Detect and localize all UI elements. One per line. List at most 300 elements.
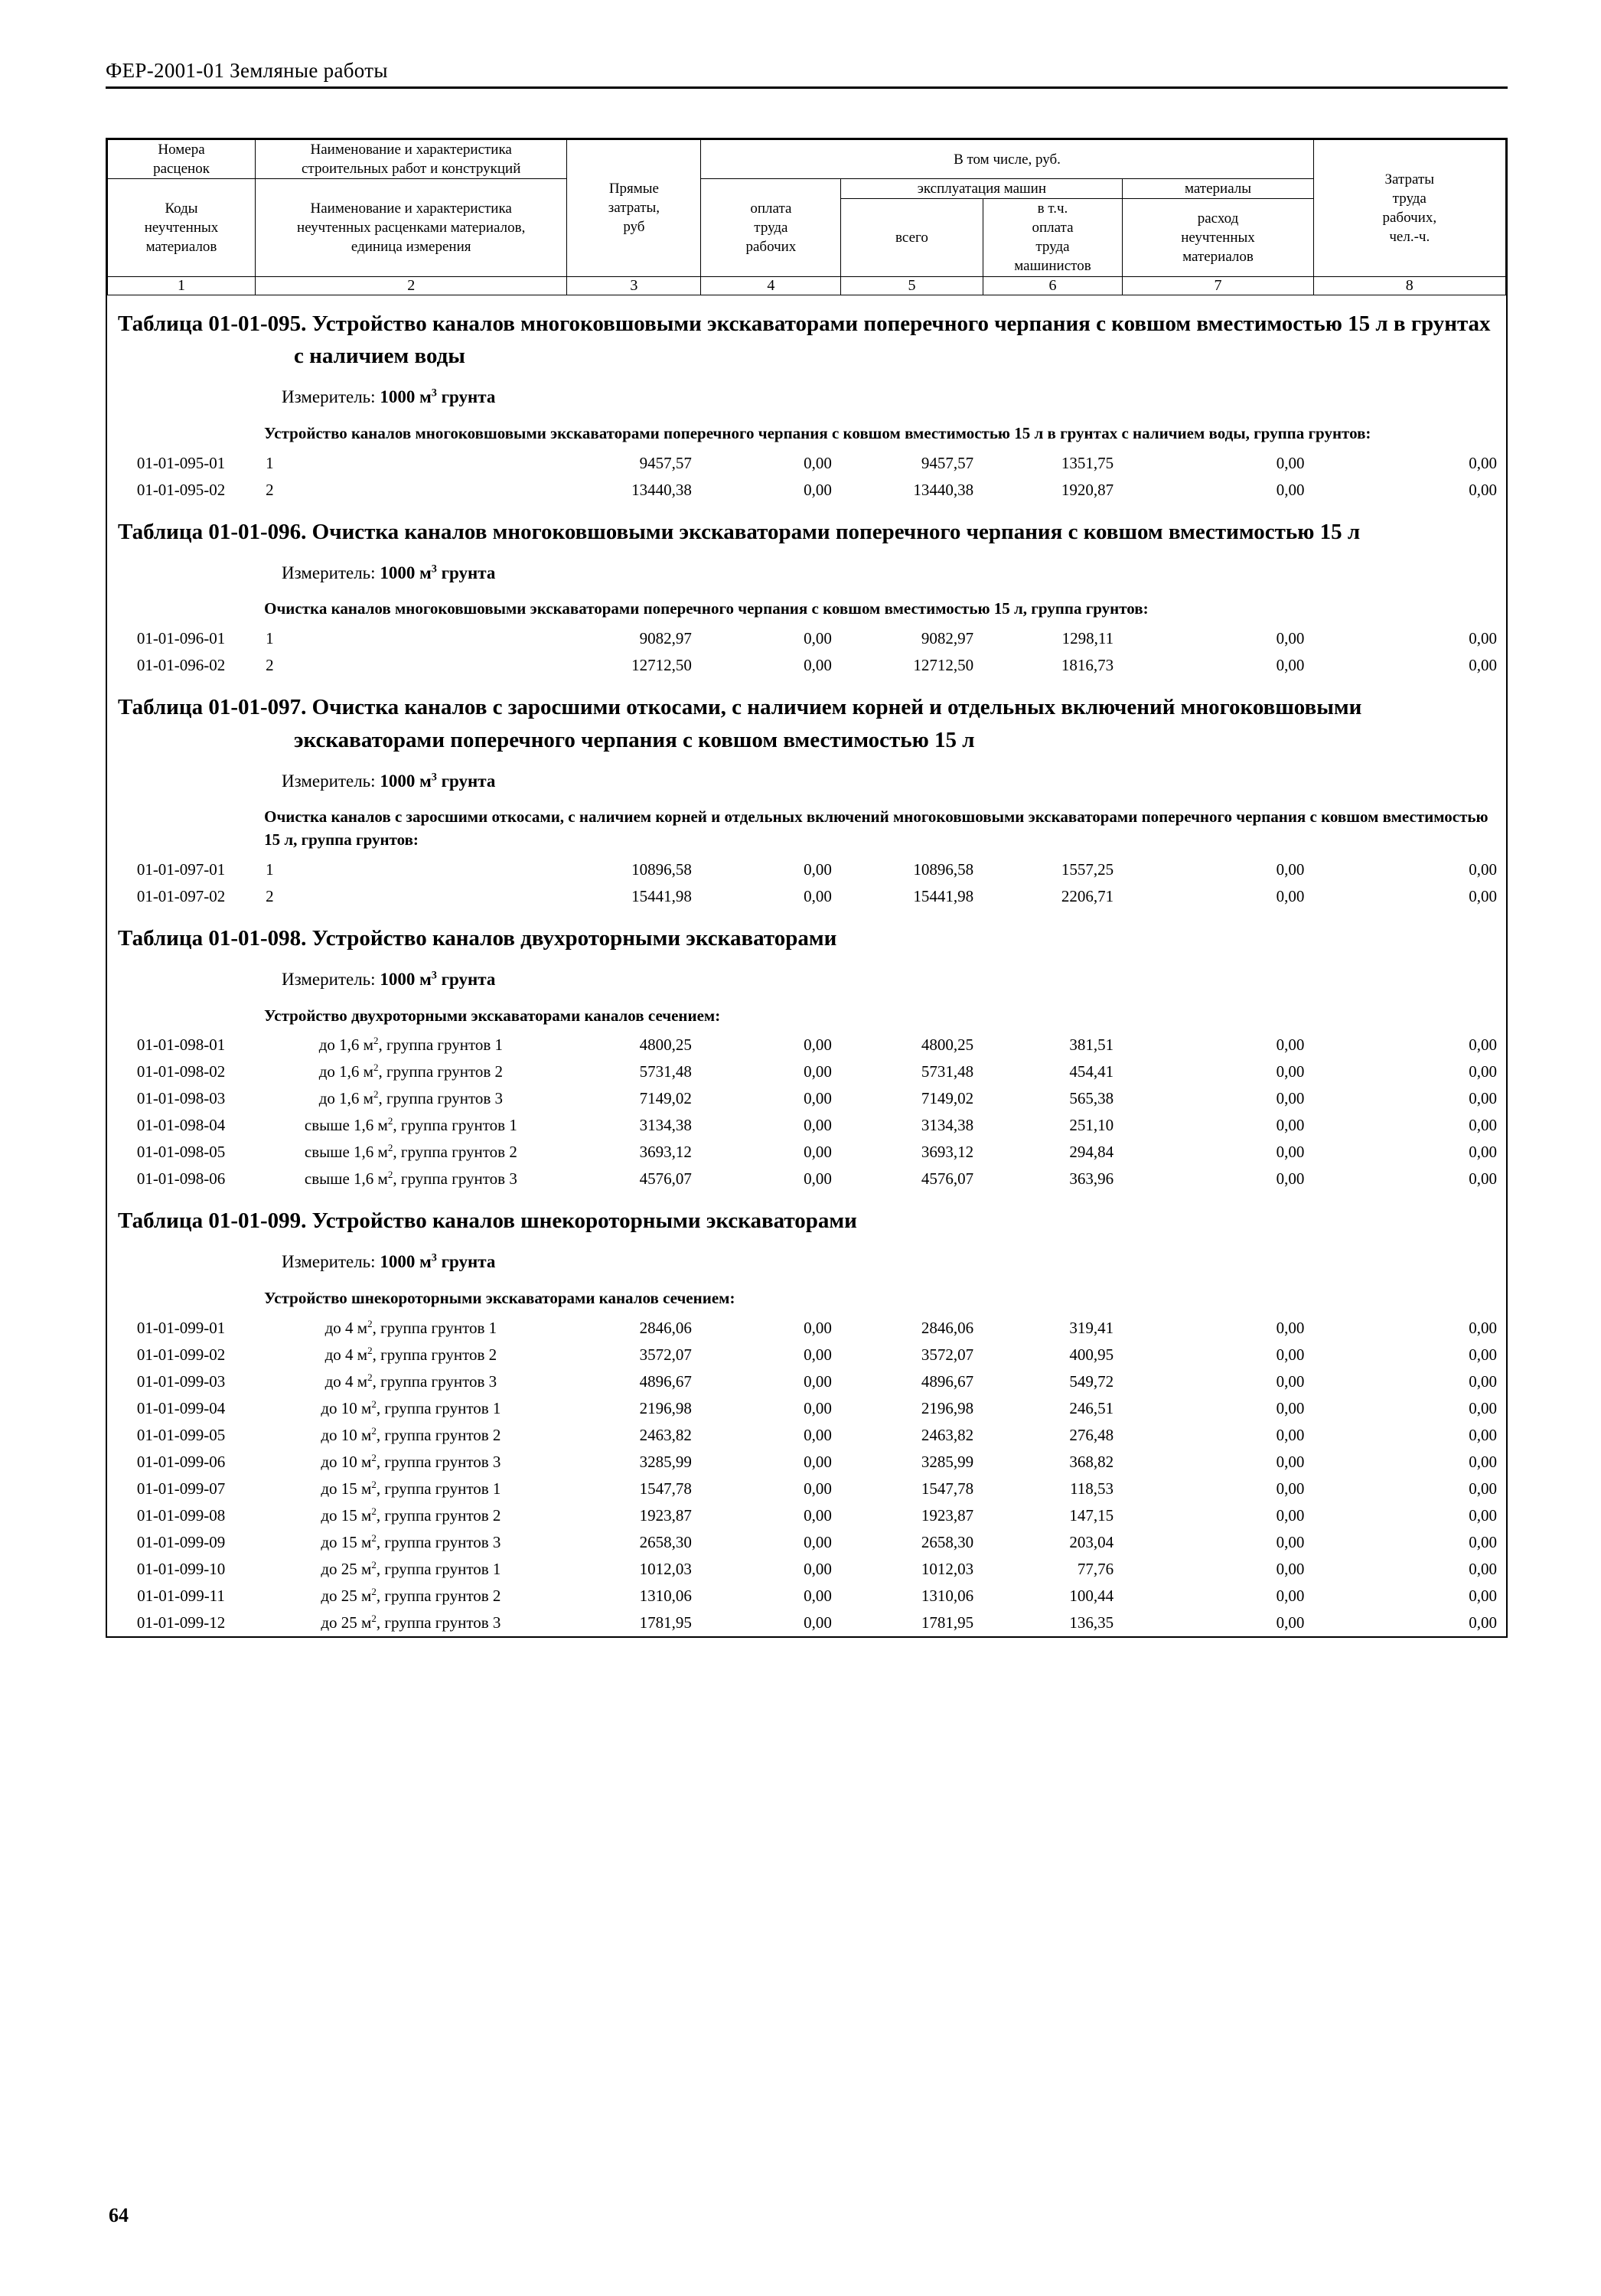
row-code: 01-01-098-03 (136, 1089, 226, 1108)
table-title-row (107, 295, 1506, 378)
row-materials-use: 0,00 (1276, 1062, 1305, 1081)
row-direct-costs: 9082,97 (639, 629, 692, 648)
table-row (107, 652, 1506, 679)
table-title-rest: Очистка каналов с заросшими откосами, с наличием корней и отдельных включений многоковшовыми экскаваторами поперечного черпания с ковшом вместимостью 15 л (294, 695, 1362, 752)
row-operators-pay: 381,51 (1069, 1035, 1114, 1055)
row-machines-total: 2463,82 (921, 1425, 974, 1444)
description-empty-code-cell (107, 594, 255, 625)
row-operators-pay: 368,82 (1069, 1452, 1114, 1471)
row-direct-costs: 3693,12 (639, 1143, 692, 1162)
row-code: 01-01-099-07 (136, 1479, 226, 1498)
measure-label: Измеритель: (282, 1252, 376, 1272)
header-group-materialy: материалы (1123, 179, 1313, 199)
row-code: 01-01-095-01 (136, 453, 226, 472)
row-machines-total: 10896,58 (913, 860, 974, 879)
description-empty-code-cell (107, 1001, 255, 1032)
row-labor-pay: 0,00 (804, 629, 832, 648)
row-labor-pay: 0,00 (804, 1062, 832, 1081)
table-row (107, 1583, 1506, 1609)
row-name: до 10 $м^2$, группа грунтов 1 (321, 1397, 501, 1417)
row-code: 01-01-097-01 (136, 860, 226, 879)
row-code: 01-01-098-04 (136, 1116, 226, 1135)
table-title (118, 516, 1494, 549)
row-machines-total: 1923,87 (921, 1505, 974, 1525)
row-operators-pay: 203,04 (1069, 1532, 1114, 1551)
header-number-6: 6 (983, 276, 1123, 295)
row-operators-pay: 246,51 (1069, 1398, 1114, 1417)
row-name: свыше 1,6 $м^2$, группа грунтов 1 (304, 1115, 517, 1135)
description-row (107, 1001, 1506, 1032)
table-title-row (107, 679, 1506, 762)
row-code: 01-01-098-02 (136, 1062, 226, 1081)
row-materials-use: 0,00 (1276, 629, 1305, 648)
measure-row (107, 960, 1506, 1001)
row-labor-hours: 0,00 (1469, 1532, 1497, 1551)
measure-cell (107, 377, 1506, 419)
row-operators-pay: 2206,71 (1061, 887, 1114, 906)
row-labor-pay: 0,00 (804, 887, 832, 906)
row-labor-pay: 0,00 (804, 1143, 832, 1162)
row-operators-pay: 363,96 (1069, 1169, 1114, 1189)
row-name: до 10 $м^2$, группа грунтов 2 (321, 1424, 501, 1444)
row-labor-hours: 0,00 (1469, 1035, 1497, 1055)
row-operators-pay: 251,10 (1069, 1116, 1114, 1135)
row-name: до 25 $м^2$, группа грунтов 2 (321, 1585, 501, 1605)
row-name: до 4 $м^2$, группа грунтов 2 (324, 1344, 497, 1364)
measure-text (107, 1251, 1506, 1273)
row-name: до 1,6 $м^2$, группа грунтов 3 (318, 1088, 504, 1108)
row-code: 01-01-099-09 (136, 1532, 226, 1551)
row-name: до 1,6 $м^2$, группа грунтов 2 (318, 1062, 504, 1081)
row-machines-total: 3693,12 (921, 1143, 974, 1162)
row-labor-hours: 0,00 (1469, 629, 1497, 648)
row-materials-use: 0,00 (1276, 656, 1305, 675)
table-row (107, 1166, 1506, 1192)
row-labor-hours: 0,00 (1469, 1452, 1497, 1471)
table-row (107, 1085, 1506, 1112)
row-machines-total: 12712,50 (913, 656, 974, 675)
header-number-8: 8 (1313, 276, 1505, 295)
row-operators-pay: 1298,11 (1061, 629, 1114, 648)
row-labor-hours: 0,00 (1469, 1371, 1497, 1391)
measure-label: Измеритель: (282, 771, 376, 791)
table-block (107, 910, 1506, 1192)
measure-label: Измеритель: (282, 387, 376, 407)
row-direct-costs: 2463,82 (639, 1425, 692, 1444)
header-number-4: 4 (701, 276, 841, 295)
row-materials-use: 0,00 (1276, 860, 1305, 879)
row-machines-total: 4896,67 (921, 1371, 974, 1391)
table-row (107, 1502, 1506, 1529)
row-labor-hours: 0,00 (1469, 1559, 1497, 1578)
row-direct-costs: 1310,06 (639, 1586, 692, 1605)
row-code: 01-01-098-06 (136, 1169, 226, 1189)
row-code: 01-01-098-01 (136, 1035, 226, 1055)
row-code: 01-01-096-02 (136, 656, 226, 675)
row-name: 1 (266, 453, 274, 472)
column-header-table (107, 139, 1506, 295)
row-direct-costs: 10896,58 (631, 860, 692, 879)
row-name: свыше 1,6 $м^2$, группа грунтов 3 (304, 1169, 517, 1189)
row-materials-use: 0,00 (1276, 1371, 1305, 1391)
header-row-2 (108, 179, 1506, 199)
measure-text (107, 386, 1506, 408)
row-direct-costs: 2196,98 (639, 1398, 692, 1417)
row-materials-use: 0,00 (1276, 1452, 1305, 1471)
row-machines-total: 15441,98 (913, 887, 974, 906)
row-name: до 15 $м^2$, группа грунтов 1 (321, 1478, 501, 1498)
header-number-2: 2 (256, 276, 567, 295)
table-title-cell (107, 679, 1506, 762)
row-operators-pay: 454,41 (1069, 1062, 1114, 1081)
row-operators-pay: 136,35 (1069, 1613, 1114, 1632)
table-title (118, 308, 1494, 373)
row-direct-costs: 12712,50 (631, 656, 692, 675)
row-labor-hours: 0,00 (1469, 1425, 1497, 1444)
description-cell: Очистка каналов с заросшими откосами, с наличием корней и отдельных включений многоковшовыми экскаваторами поперечного черпания с ковшом вместимостью 15 л, группа грунтов: (264, 807, 1489, 850)
row-direct-costs: 9457,57 (639, 453, 692, 472)
row-machines-total: 3572,07 (921, 1345, 974, 1364)
row-machines-total: 1781,95 (921, 1613, 974, 1632)
row-code: 01-01-099-01 (136, 1318, 226, 1337)
row-labor-hours: 0,00 (1469, 1089, 1497, 1108)
table-title (118, 922, 1494, 955)
measure-label: Измеритель: (282, 970, 376, 990)
row-operators-pay: 147,15 (1069, 1505, 1114, 1525)
description-cell: Устройство каналов многоковшовыми экскаваторами поперечного черпания с ковшом вместимостью 15 л в грунтах с наличием воды, группа грунтов: (264, 423, 1371, 442)
running-head-rule (106, 86, 1508, 89)
row-labor-pay: 0,00 (804, 1089, 832, 1108)
row-name: до 15 $м^2$, группа грунтов 2 (321, 1505, 501, 1525)
row-name: до 15 $м^2$, группа грунтов 3 (321, 1531, 501, 1551)
header-col2-top: Наименование и характеристика строительных работ и конструкций (256, 140, 567, 179)
table-row (107, 1032, 1506, 1058)
measure-label: Измеритель: (282, 563, 376, 582)
row-labor-pay: 0,00 (804, 1035, 832, 1055)
table-title-lead: Таблица 01-01-097. (118, 695, 307, 720)
row-machines-total: 1547,78 (921, 1479, 974, 1498)
row-code: 01-01-099-04 (136, 1398, 226, 1417)
description-cell: Очистка каналов многоковшовыми экскаваторами поперечного черпания с ковшом вместимостью 15 л, группа грунтов: (264, 599, 1149, 618)
header-col7: расход неучтенных материалов (1123, 199, 1313, 276)
table-title-row (107, 1192, 1506, 1242)
row-operators-pay: 1557,25 (1061, 860, 1114, 879)
header-col1-top: Номера расценок (108, 140, 256, 179)
header-number-3: 3 (567, 276, 701, 295)
table-row (107, 1139, 1506, 1166)
table-title-cell (107, 1192, 1506, 1242)
table-title-lead: Таблица 01-01-099. (118, 1208, 307, 1234)
row-labor-pay: 0,00 (804, 1398, 832, 1417)
row-direct-costs: 4800,25 (639, 1035, 692, 1055)
row-machines-total: 7149,02 (921, 1089, 974, 1108)
header-col8: Затраты труда рабочих, чел.-ч. (1313, 140, 1505, 277)
row-direct-costs: 1781,95 (639, 1613, 692, 1632)
table-title-cell (107, 910, 1506, 960)
row-labor-hours: 0,00 (1469, 1586, 1497, 1605)
table-title-rest: Устройство каналов многоковшовыми экскаваторами поперечного черпания с ковшом вместимостью 15 л в грунтах с наличием воды (294, 311, 1491, 369)
row-labor-pay: 0,00 (804, 1169, 832, 1189)
row-labor-hours: 0,00 (1469, 1345, 1497, 1364)
description-empty-code-cell (107, 419, 255, 450)
table-block (107, 504, 1506, 679)
header-number-5: 5 (841, 276, 983, 295)
row-operators-pay: 1351,75 (1061, 453, 1114, 472)
row-materials-use: 0,00 (1276, 1425, 1305, 1444)
row-operators-pay: 1816,73 (1061, 656, 1114, 675)
row-machines-total: 9457,57 (921, 453, 974, 472)
table-row (107, 1058, 1506, 1085)
row-labor-hours: 0,00 (1469, 1143, 1497, 1162)
row-direct-costs: 13440,38 (631, 480, 692, 499)
blocks-host (107, 295, 1506, 1636)
row-direct-costs: 15441,98 (631, 887, 692, 906)
row-labor-pay: 0,00 (804, 1116, 832, 1135)
row-materials-use: 0,00 (1276, 1586, 1305, 1605)
row-machines-total: 9082,97 (921, 629, 974, 648)
table-row (107, 1368, 1506, 1395)
row-code: 01-01-098-05 (136, 1143, 226, 1162)
row-labor-hours: 0,00 (1469, 656, 1497, 675)
row-labor-pay: 0,00 (804, 1613, 832, 1632)
row-labor-hours: 0,00 (1469, 1318, 1497, 1337)
row-name: до 25 $м^2$, группа грунтов 3 (321, 1612, 501, 1632)
header-col5: всего (841, 199, 983, 276)
measure-cell (107, 960, 1506, 1001)
page-number: 64 (109, 2204, 129, 2226)
row-materials-use: 0,00 (1276, 1143, 1305, 1162)
row-name: 1 (266, 629, 274, 648)
table-row (107, 1449, 1506, 1476)
header-col2-bottom: Наименование и характеристика неучтенных расценками материалов, единица измерения (256, 179, 567, 276)
row-labor-pay: 0,00 (804, 1425, 832, 1444)
row-direct-costs: 1547,78 (639, 1479, 692, 1498)
table-row (107, 1315, 1506, 1342)
row-machines-total: 3134,38 (921, 1116, 974, 1135)
row-materials-use: 0,00 (1276, 1532, 1305, 1551)
row-direct-costs: 7149,02 (639, 1089, 692, 1108)
row-direct-costs: 3572,07 (639, 1345, 692, 1364)
row-labor-pay: 0,00 (804, 1318, 832, 1337)
row-labor-pay: 0,00 (804, 480, 832, 499)
row-operators-pay: 118,53 (1070, 1479, 1114, 1498)
table-row (107, 1476, 1506, 1502)
table-title-row (107, 504, 1506, 553)
row-materials-use: 0,00 (1276, 887, 1305, 906)
measure-cell (107, 762, 1506, 803)
table-row (107, 1609, 1506, 1636)
table-title-rest: Устройство каналов двухроторными экскаваторами (311, 926, 837, 951)
description-row (107, 419, 1506, 450)
row-labor-hours: 0,00 (1469, 480, 1497, 499)
row-labor-pay: 0,00 (804, 1586, 832, 1605)
measure-row (107, 1242, 1506, 1283)
table-row (107, 1395, 1506, 1422)
row-code: 01-01-099-11 (137, 1586, 225, 1605)
row-labor-hours: 0,00 (1469, 1505, 1497, 1525)
row-labor-hours: 0,00 (1469, 1116, 1497, 1135)
table-row (107, 1422, 1506, 1449)
table-title-lead: Таблица 01-01-095. (118, 311, 307, 336)
table-row (107, 856, 1506, 883)
table-row (107, 1529, 1506, 1556)
table-row (107, 1342, 1506, 1368)
row-operators-pay: 319,41 (1069, 1318, 1114, 1337)
row-direct-costs: 3134,38 (639, 1116, 692, 1135)
row-materials-use: 0,00 (1276, 1505, 1305, 1525)
description-cell: Устройство шнекороторными экскаваторами каналов сечением: (264, 1288, 735, 1307)
row-materials-use: 0,00 (1276, 1398, 1305, 1417)
measure-text (107, 969, 1506, 990)
table-row (107, 625, 1506, 652)
measure-value: 1000 $м^3$ грунта (380, 1251, 496, 1272)
row-direct-costs: 5731,48 (639, 1062, 692, 1081)
row-direct-costs: 4576,07 (639, 1169, 692, 1189)
row-labor-pay: 0,00 (804, 1505, 832, 1525)
row-materials-use: 0,00 (1276, 453, 1305, 472)
header-number-7: 7 (1123, 276, 1313, 295)
row-labor-pay: 0,00 (804, 656, 832, 675)
row-code: 01-01-099-10 (136, 1559, 226, 1578)
row-labor-hours: 0,00 (1469, 860, 1497, 879)
row-code: 01-01-095-02 (136, 480, 226, 499)
row-name: свыше 1,6 $м^2$, группа грунтов 2 (304, 1142, 517, 1162)
row-materials-use: 0,00 (1276, 1479, 1305, 1498)
description-row (107, 594, 1506, 625)
content-frame (106, 138, 1508, 1638)
row-operators-pay: 549,72 (1069, 1371, 1114, 1391)
description-empty-code-cell (107, 802, 255, 856)
row-name: 2 (266, 887, 274, 906)
row-materials-use: 0,00 (1276, 1169, 1305, 1189)
measure-value: 1000 $м^3$ грунта (380, 386, 496, 407)
row-direct-costs: 1012,03 (639, 1559, 692, 1578)
row-machines-total: 1310,06 (921, 1586, 974, 1605)
row-machines-total: 2846,06 (921, 1318, 974, 1337)
row-labor-hours: 0,00 (1469, 453, 1497, 472)
row-machines-total: 4800,25 (921, 1035, 974, 1055)
description-row (107, 1283, 1506, 1315)
table-title-lead: Таблица 01-01-098. (118, 926, 307, 951)
row-labor-hours: 0,00 (1469, 1613, 1497, 1632)
row-labor-hours: 0,00 (1469, 887, 1497, 906)
row-materials-use: 0,00 (1276, 1559, 1305, 1578)
row-labor-hours: 0,00 (1469, 1479, 1497, 1498)
table-block (107, 679, 1506, 910)
row-direct-costs: 2658,30 (639, 1532, 692, 1551)
header-group-vtomchisle: В том числе, руб. (701, 140, 1313, 179)
description-cell: Устройство двухроторными экскаваторами каналов сечением: (264, 1006, 721, 1025)
running-head-title: ФЕР-2001-01 Земляные работы (106, 59, 388, 82)
measure-row (107, 377, 1506, 419)
measure-text (107, 563, 1506, 584)
row-name: 2 (266, 480, 274, 499)
description-empty-code-cell (107, 1283, 255, 1315)
row-labor-pay: 0,00 (804, 1452, 832, 1471)
table-title-row (107, 910, 1506, 960)
row-operators-pay: 100,44 (1069, 1586, 1114, 1605)
row-direct-costs: 3285,99 (639, 1452, 692, 1471)
header-group-ekspluatacia: эксплуатация машин (841, 179, 1123, 199)
running-head (106, 60, 1508, 89)
header-col3: Прямые затраты, руб (567, 140, 701, 277)
row-code: 01-01-099-06 (136, 1452, 226, 1471)
table-title-lead: Таблица 01-01-096. (118, 519, 307, 544)
row-machines-total: 2658,30 (921, 1532, 974, 1551)
table-row (107, 883, 1506, 910)
row-materials-use: 0,00 (1276, 1089, 1305, 1108)
measure-value: 1000 $м^3$ грунта (380, 969, 496, 990)
row-code: 01-01-099-02 (136, 1345, 226, 1364)
row-direct-costs: 2846,06 (639, 1318, 692, 1337)
row-direct-costs: 4896,67 (639, 1371, 692, 1391)
header-col6: в т.ч. оплата труда машинистов (983, 199, 1123, 276)
header-number-row (108, 276, 1506, 295)
row-labor-pay: 0,00 (804, 453, 832, 472)
row-name: до 4 $м^2$, группа грунтов 1 (324, 1317, 497, 1337)
row-operators-pay: 77,76 (1077, 1559, 1114, 1578)
row-code: 01-01-099-05 (136, 1425, 226, 1444)
row-name: до 4 $м^2$, группа грунтов 3 (324, 1371, 497, 1391)
row-materials-use: 0,00 (1276, 480, 1305, 499)
row-operators-pay: 400,95 (1069, 1345, 1114, 1364)
table-row (107, 1112, 1506, 1139)
row-machines-total: 1012,03 (921, 1559, 974, 1578)
measure-row (107, 553, 1506, 595)
header-col4: оплата труда рабочих (701, 179, 841, 276)
row-machines-total: 5731,48 (921, 1062, 974, 1081)
row-labor-pay: 0,00 (804, 1532, 832, 1551)
row-direct-costs: 1923,87 (639, 1505, 692, 1525)
row-labor-hours: 0,00 (1469, 1169, 1497, 1189)
measure-row (107, 762, 1506, 803)
table-title-rest: Очистка каналов многоковшовыми экскаваторами поперечного черпания с ковшом вместимостью 15 л (311, 519, 1361, 544)
row-name: 1 (266, 860, 274, 879)
row-code: 01-01-099-08 (136, 1505, 226, 1525)
table-block (107, 1192, 1506, 1636)
measure-text (107, 771, 1506, 792)
row-labor-hours: 0,00 (1469, 1062, 1497, 1081)
row-code: 01-01-097-02 (136, 887, 226, 906)
row-labor-pay: 0,00 (804, 1479, 832, 1498)
table-block (107, 295, 1506, 504)
row-code: 01-01-099-03 (136, 1371, 226, 1391)
measure-value: 1000 $м^3$ грунта (380, 771, 496, 791)
measure-cell (107, 1242, 1506, 1283)
table-title-cell (107, 504, 1506, 553)
row-materials-use: 0,00 (1276, 1345, 1305, 1364)
row-code: 01-01-099-12 (136, 1613, 226, 1632)
header-col1-bottom: Коды неучтенных материалов (108, 179, 256, 276)
row-name: до 25 $м^2$, группа грунтов 1 (321, 1558, 501, 1578)
table-title-cell (107, 295, 1506, 378)
row-name: 2 (266, 656, 274, 675)
table-row (107, 450, 1506, 477)
row-machines-total: 3285,99 (921, 1452, 974, 1471)
row-labor-pay: 0,00 (804, 1559, 832, 1578)
row-code: 01-01-096-01 (136, 629, 226, 648)
row-materials-use: 0,00 (1276, 1613, 1305, 1632)
row-operators-pay: 294,84 (1069, 1143, 1114, 1162)
measure-cell (107, 553, 1506, 595)
measure-value: 1000 $м^3$ грунта (380, 563, 496, 582)
row-labor-pay: 0,00 (804, 1371, 832, 1391)
row-materials-use: 0,00 (1276, 1318, 1305, 1337)
row-operators-pay: 1920,87 (1061, 480, 1114, 499)
row-machines-total: 13440,38 (913, 480, 974, 499)
row-labor-pay: 0,00 (804, 860, 832, 879)
table-title-rest: Устройство каналов шнекороторными экскаваторами (311, 1208, 857, 1234)
